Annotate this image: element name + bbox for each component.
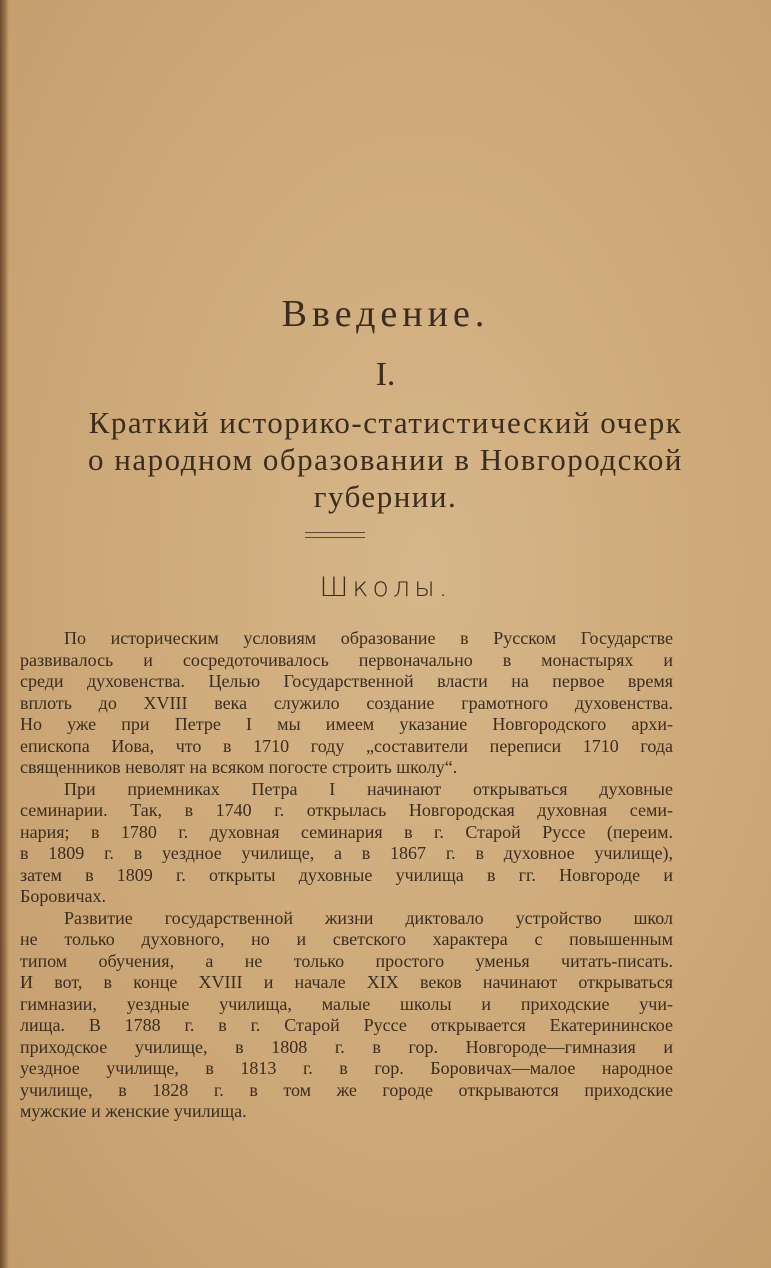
paragraph-line: По историческим условиям образование в Русском Государстве [64,628,673,648]
paragraph-line: мужские и женские училища. [20,1101,247,1121]
paragraph-line: развивалось и сосредоточивалось первоначально в монастырях и [20,649,673,670]
paragraph-line: Но уже при Петре I мы имеем указание Новгородского архи- [20,714,673,734]
paragraph [20,779,673,908]
essay-title-line: о народном образовании в Новгородской [87,442,684,477]
chapter-title: Введение. [281,293,490,335]
paragraph-line: епископа Иова, что в 1710 году „составители переписи 1710 года [20,735,673,756]
paragraph-line: вплоть до XVIII века служило создание грамотного духовенства. [20,692,673,713]
paragraph-line: не только духовного, но и светского характера с повышенным [20,929,673,949]
paragraph-line: типом обучения, а не только простого уменья читать-писать. [20,950,673,971]
paragraph-line: Развитие государственной жизни диктовало устройство школ [64,907,673,928]
paragraph-line: среди духовенства. Целью Государственной власти на первое время [20,671,673,691]
section-number: I. [375,356,396,393]
body-text [20,628,673,1123]
paragraph-line: нария; в 1780 г. духовная семинария в г. Старой Руссе (переим. [20,821,673,842]
paragraph-line: уездное училище, в 1813 г. в гор. Боровичах—малое народное [20,1058,673,1078]
paragraph-line: училище, в 1828 г. в том же городе открываются приходские [20,1079,673,1100]
paragraph-line: И вот, в конце XVIII и начале XIX веков начинают открываться [20,972,673,992]
paragraph-line: затем в 1809 г. открыты духовные училища в гг. Новгороде и [20,864,673,885]
subsection-title: Школы. [319,572,452,603]
decorative-double-rule [305,532,365,538]
paragraph-line: семинарии. Так, в 1740 г. открылась Новгородская духовная семи- [20,800,673,820]
essay-title [0,404,771,515]
essay-title-line: Краткий историко-статистический очерк [88,405,683,440]
paragraph-line: При приемниках Петра I начинают открываться духовные [64,778,673,799]
paragraph [20,908,673,1123]
paragraph-line: лища. В 1788 г. в г. Старой Руссе открывается Екатерининское [20,1015,673,1035]
paragraph-line: в 1809 г. в уездное училище, а в 1867 г. в духовное училище), [20,843,673,863]
page-spine-shadow [0,0,9,1268]
paragraph-line: Боровичах. [20,886,107,906]
paragraph-line: гимназии, уездные училища, малые школы и приходские учи- [20,993,673,1014]
paragraph-line: приходское училище, в 1808 г. в гор. Новгороде—гимназия и [20,1036,673,1057]
essay-title-line: губернии. [313,479,458,514]
paragraph [20,628,673,779]
paragraph-line: священников неволят на всяком погосте строить школу“. [20,757,458,777]
